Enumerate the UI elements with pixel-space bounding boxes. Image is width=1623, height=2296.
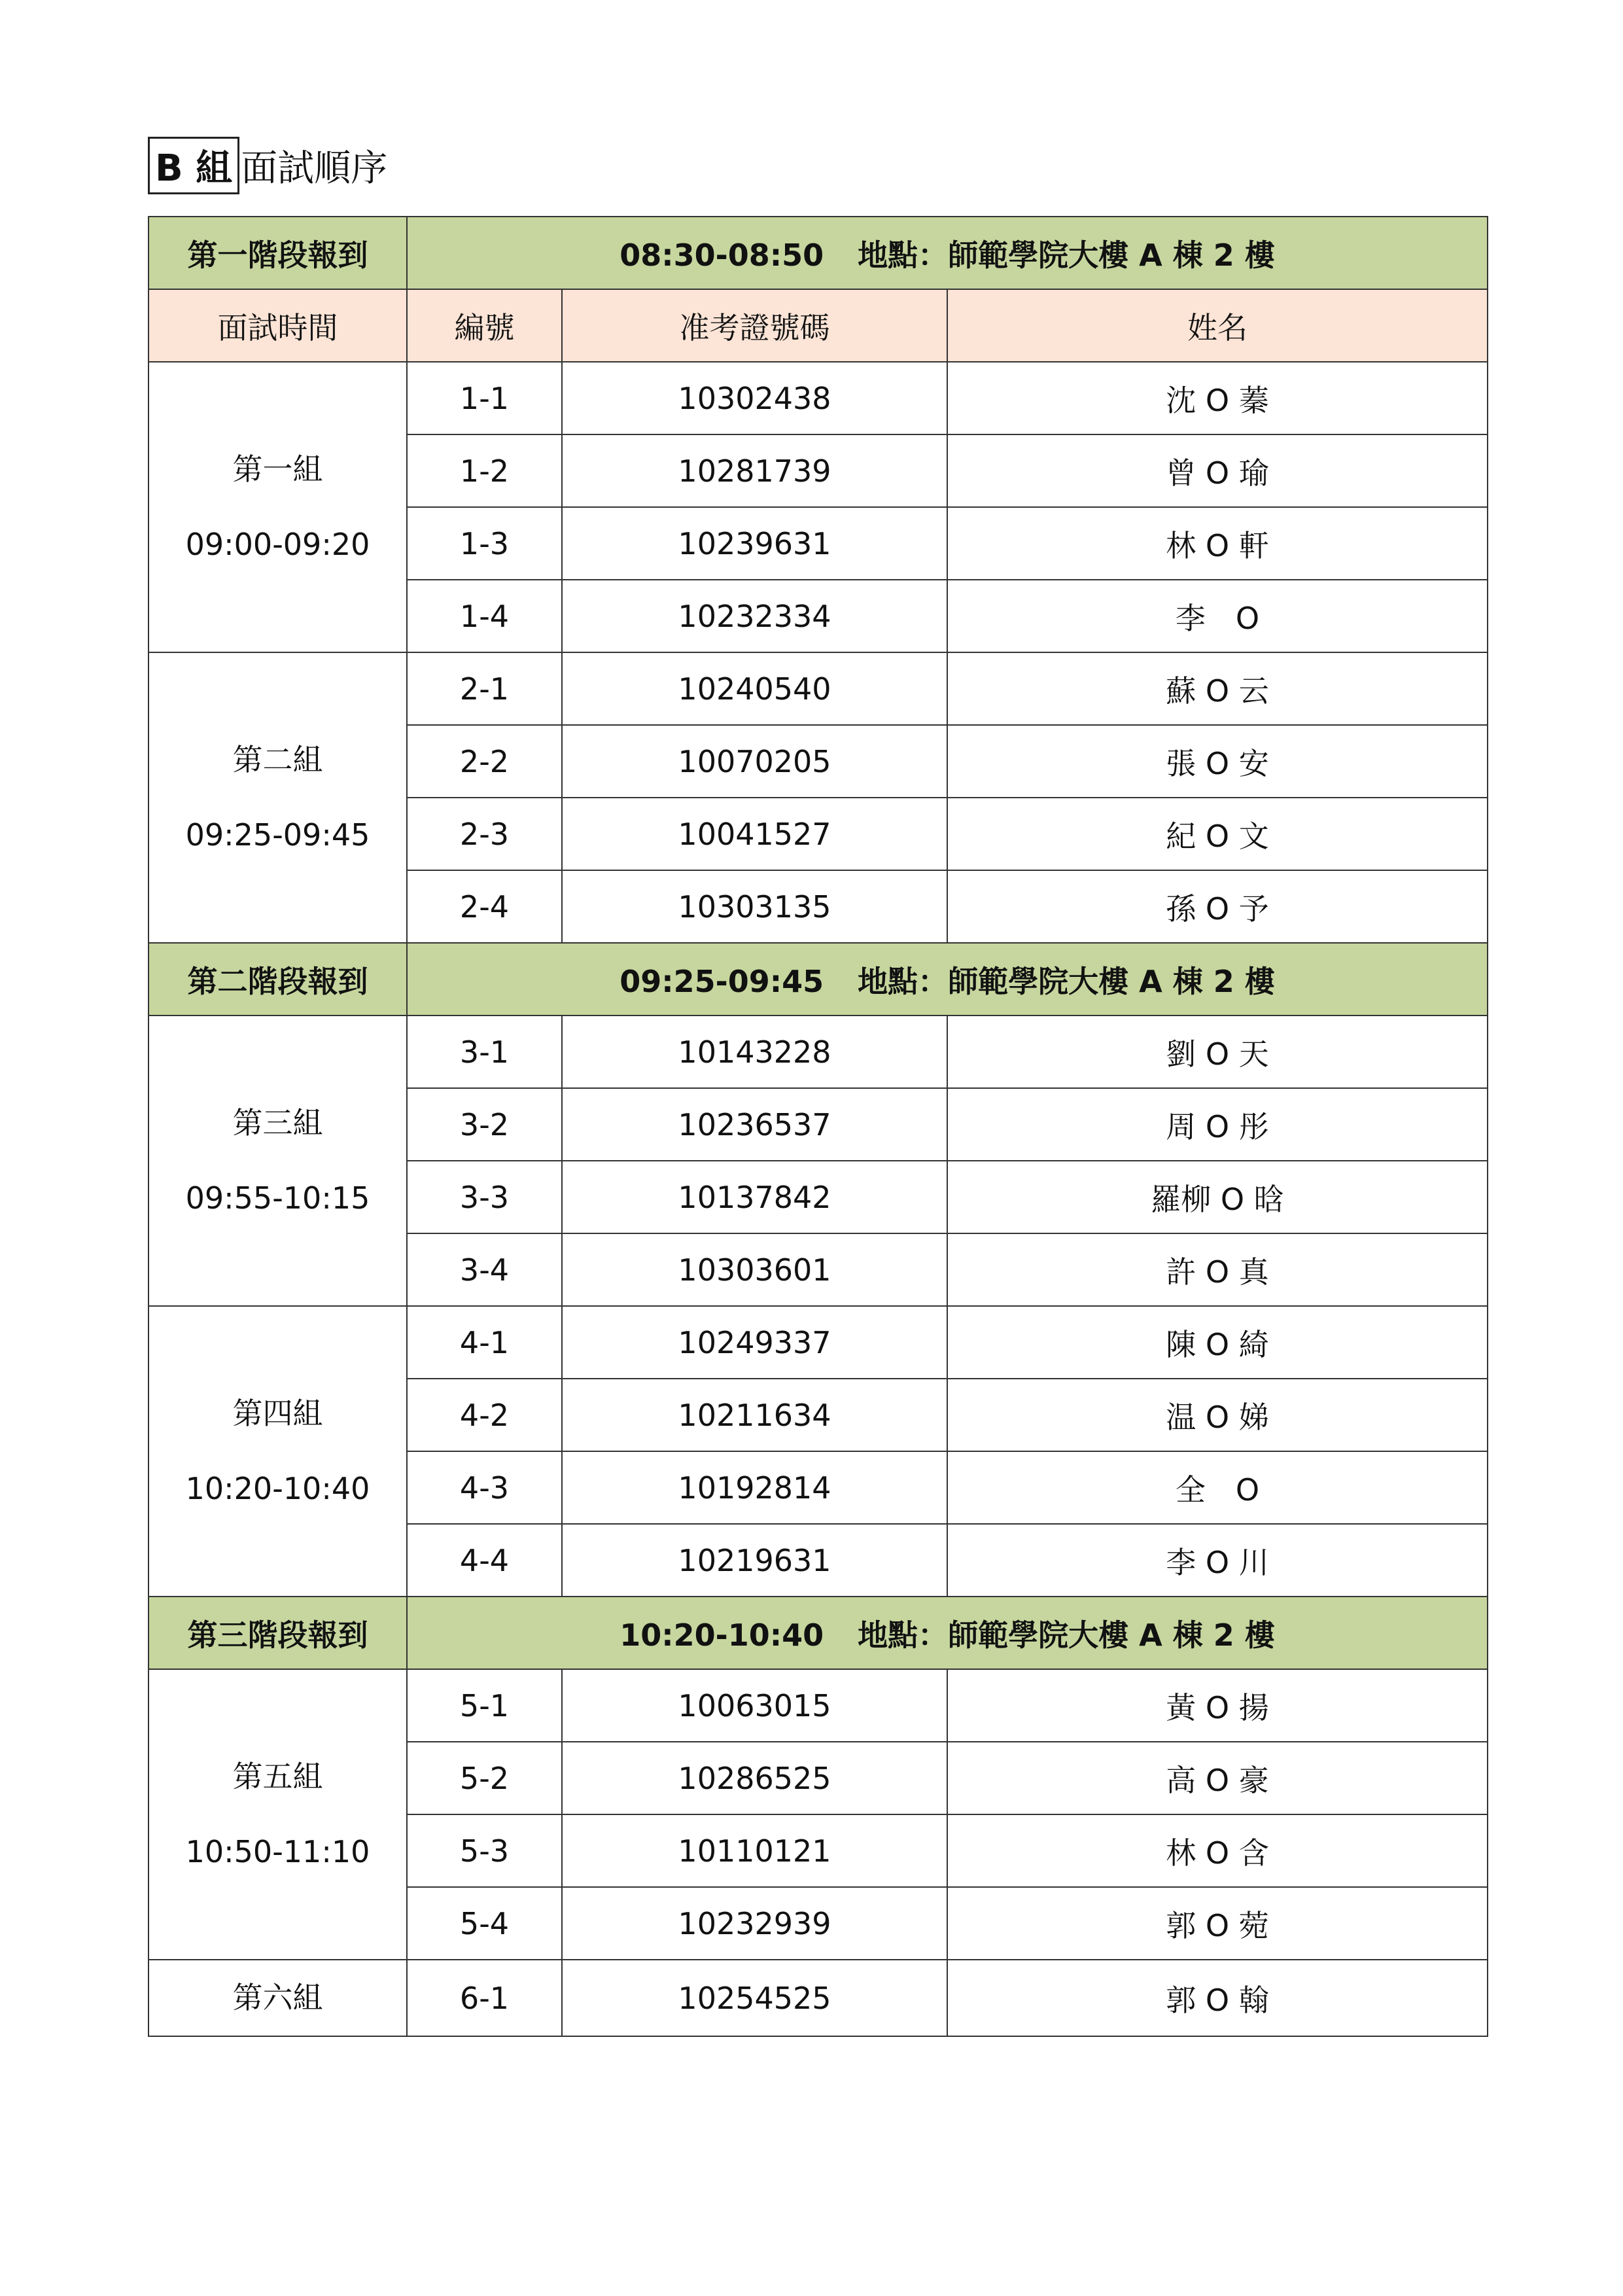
- row-number: 6-1: [407, 1960, 562, 2036]
- exam-id: 10041527: [562, 798, 947, 870]
- row-number: 3-4: [407, 1233, 562, 1306]
- group-time: 09:00-09:20: [185, 527, 370, 562]
- row-number: 1-1: [407, 362, 562, 434]
- exam-id: 10281739: [562, 434, 947, 507]
- group-name: 第四組: [232, 1396, 323, 1431]
- student-name: 陳 O 綺: [947, 1306, 1488, 1379]
- row-number: 5-1: [407, 1669, 562, 1742]
- row-number: 2-1: [407, 652, 562, 725]
- exam-id: 10249337: [562, 1306, 947, 1379]
- stage-time: 10:20-10:40: [620, 1617, 824, 1653]
- row-number: 4-2: [407, 1379, 562, 1451]
- group-cell: [148, 362, 407, 652]
- group-name: 第三組: [232, 1105, 323, 1140]
- row-number: 1-4: [407, 580, 562, 652]
- column-header: 面試時間: [148, 289, 407, 362]
- exam-id: 10063015: [562, 1669, 947, 1742]
- title-text: 面試順序: [241, 147, 388, 190]
- schedule-body: [148, 217, 1488, 2036]
- exam-id: 10303601: [562, 1233, 947, 1306]
- exam-id: 10192814: [562, 1451, 947, 1524]
- exam-id: 10137842: [562, 1161, 947, 1233]
- row-number: 3-1: [407, 1016, 562, 1088]
- row-number: 2-3: [407, 798, 562, 870]
- exam-id: 10240540: [562, 652, 947, 725]
- group-time: 10:20-10:40: [185, 1471, 370, 1506]
- table-row: [148, 652, 1488, 725]
- student-name: 紀 O 文: [947, 798, 1488, 870]
- group-cell: [148, 652, 407, 943]
- exam-id: 10286525: [562, 1742, 947, 1814]
- student-name: 孫 O 予: [947, 870, 1488, 943]
- exam-id: 10143228: [562, 1016, 947, 1088]
- title-group-label: B 組: [148, 137, 239, 194]
- row-number: 5-3: [407, 1814, 562, 1887]
- group-name: 第一組: [232, 451, 323, 487]
- stage-row: [148, 1597, 1488, 1669]
- student-name: 林 O 含: [947, 1814, 1488, 1887]
- student-name: 郭 O 翰: [947, 1960, 1488, 2036]
- student-name: 黃 O 揚: [947, 1669, 1488, 1742]
- exam-id: 10303135: [562, 870, 947, 943]
- stage-label: 第三階段報到: [148, 1597, 407, 1669]
- table-row: [148, 1306, 1488, 1379]
- group-cell: [148, 1016, 407, 1306]
- stage-location: 地點：師範學院大樓 A 棟 2 樓: [858, 237, 1275, 273]
- exam-id: 10219631: [562, 1524, 947, 1597]
- exam-id: 10254525: [562, 1960, 947, 2036]
- group-name: 第二組: [232, 742, 323, 777]
- stage-info: [407, 1597, 1488, 1669]
- row-number: 2-2: [407, 725, 562, 798]
- exam-id: 10110121: [562, 1814, 947, 1887]
- row-number: 5-4: [407, 1887, 562, 1960]
- interview-schedule-table: [148, 216, 1488, 2037]
- exam-id: 10232334: [562, 580, 947, 652]
- exam-id: 10302438: [562, 362, 947, 434]
- student-name: 李 O: [947, 580, 1488, 652]
- student-name: 劉 O 天: [947, 1016, 1488, 1088]
- group-name: 第六組: [232, 1980, 323, 2015]
- student-name: 曾 O 瑜: [947, 434, 1488, 507]
- stage-location: 地點：師範學院大樓 A 棟 2 樓: [858, 963, 1275, 999]
- row-number: 4-4: [407, 1524, 562, 1597]
- stage-row: [148, 943, 1488, 1016]
- group-cell: [148, 1960, 407, 2036]
- column-header: 准考證號碼: [562, 289, 947, 362]
- student-name: 周 O 彤: [947, 1088, 1488, 1161]
- student-name: 張 O 安: [947, 725, 1488, 798]
- student-name: 高 O 豪: [947, 1742, 1488, 1814]
- student-name: 林 O 軒: [947, 507, 1488, 580]
- student-name: 沈 O 蓁: [947, 362, 1488, 434]
- student-name: 郭 O 菀: [947, 1887, 1488, 1960]
- column-header: 姓名: [947, 289, 1488, 362]
- table-row: [148, 1960, 1488, 2036]
- page-title: [148, 134, 387, 197]
- stage-location: 地點：師範學院大樓 A 棟 2 樓: [858, 1617, 1275, 1653]
- group-cell: [148, 1306, 407, 1597]
- exam-id: 10211634: [562, 1379, 947, 1451]
- group-cell: [148, 1669, 407, 1960]
- group-name: 第五組: [232, 1759, 323, 1794]
- exam-id: 10070205: [562, 725, 947, 798]
- stage-row: [148, 217, 1488, 289]
- row-number: 2-4: [407, 870, 562, 943]
- row-number: 3-2: [407, 1088, 562, 1161]
- stage-label: 第一階段報到: [148, 217, 407, 289]
- row-number: 3-3: [407, 1161, 562, 1233]
- row-number: 1-3: [407, 507, 562, 580]
- stage-info: [407, 943, 1488, 1016]
- student-name: 許 O 真: [947, 1233, 1488, 1306]
- stage-time: 08:30-08:50: [620, 237, 824, 273]
- stage-info: [407, 217, 1488, 289]
- stage-time: 09:25-09:45: [620, 963, 824, 999]
- exam-id: 10236537: [562, 1088, 947, 1161]
- column-header-row: [148, 289, 1488, 362]
- exam-id: 10232939: [562, 1887, 947, 1960]
- table-row: [148, 1669, 1488, 1742]
- student-name: 羅柳 O 晗: [947, 1161, 1488, 1233]
- table-row: [148, 362, 1488, 434]
- student-name: 李 O 川: [947, 1524, 1488, 1597]
- exam-id: 10239631: [562, 507, 947, 580]
- row-number: 4-1: [407, 1306, 562, 1379]
- group-time: 10:50-11:10: [185, 1834, 370, 1869]
- table-row: [148, 1016, 1488, 1088]
- row-number: 4-3: [407, 1451, 562, 1524]
- column-header: 編號: [407, 289, 562, 362]
- student-name: 蘇 O 云: [947, 652, 1488, 725]
- group-time: 09:25-09:45: [185, 817, 370, 853]
- student-name: 温 O 娣: [947, 1379, 1488, 1451]
- row-number: 5-2: [407, 1742, 562, 1814]
- group-time: 09:55-10:15: [185, 1180, 370, 1216]
- row-number: 1-2: [407, 434, 562, 507]
- stage-label: 第二階段報到: [148, 943, 407, 1016]
- student-name: 全 O: [947, 1451, 1488, 1524]
